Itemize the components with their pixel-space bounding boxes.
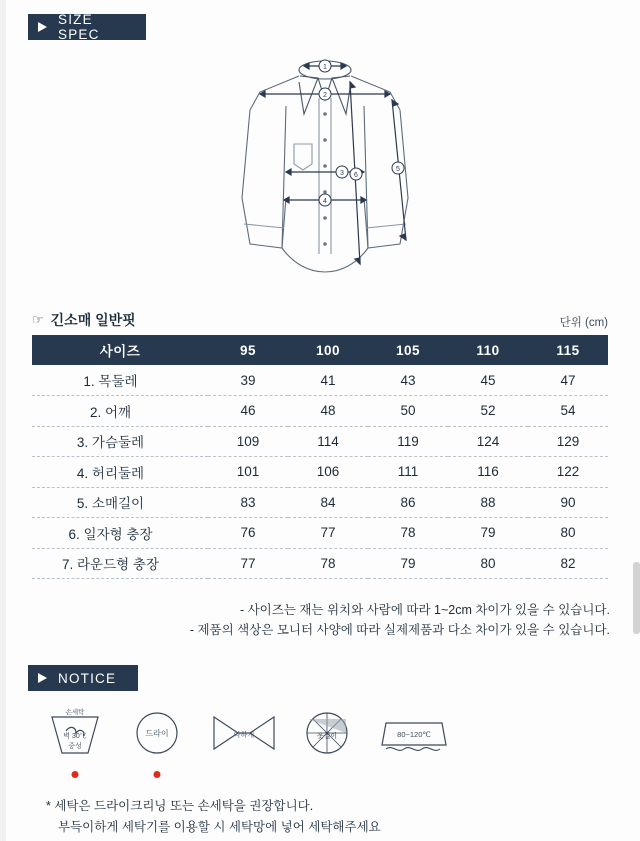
table-header-cell: 100 xyxy=(288,335,368,365)
table-row xyxy=(32,365,608,396)
svg-text:약하게: 약하게 xyxy=(233,732,255,739)
svg-text:80~120℃: 80~120℃ xyxy=(397,730,431,739)
care-notice-line1: * 세탁은 드라이크리닝 또는 손세탁을 권장합니다. xyxy=(46,799,314,813)
table-row xyxy=(32,487,608,518)
hand-wash-icon xyxy=(44,705,106,766)
table-header-cell: 사이즈 xyxy=(32,335,208,365)
table-cell: 54 xyxy=(528,396,608,427)
care-symbols-row xyxy=(44,705,431,775)
table-cell: 122 xyxy=(528,457,608,488)
table-cell: 86 xyxy=(368,487,448,518)
table-cell: 116 xyxy=(448,457,528,488)
table-cell: 77 xyxy=(208,548,288,579)
fit-label: 긴소매 일반핏 xyxy=(50,312,136,328)
svg-text:4: 4 xyxy=(323,198,327,205)
table-cell: 78 xyxy=(288,548,368,579)
svg-text:옷걸이: 옷걸이 xyxy=(316,733,338,740)
table-cell: 88 xyxy=(448,487,528,518)
note-line: - 사이즈는 재는 위치와 사람에 따라 1~2cm 차이가 있을 수 있습니다. xyxy=(239,603,610,617)
unit-label: 단위 (cm) xyxy=(559,317,608,329)
table-cell: 76 xyxy=(208,518,288,549)
pen-pointer-icon: ☞ xyxy=(32,312,44,327)
iron-icon xyxy=(374,705,454,766)
shirt-diagram xyxy=(220,48,430,293)
table-cell: 111 xyxy=(368,457,448,488)
care-notice-text xyxy=(46,796,381,837)
triangle-marker-icon xyxy=(38,673,47,683)
table-row xyxy=(32,518,608,549)
table-cell: 101 xyxy=(208,457,288,488)
svg-text:2: 2 xyxy=(323,92,327,99)
notice-section-header xyxy=(28,665,138,691)
table-cell: 52 xyxy=(448,396,528,427)
table-cell: 114 xyxy=(288,426,368,457)
table-cell: 79 xyxy=(448,518,528,549)
table-cell: 106 xyxy=(288,457,368,488)
table-cell: 119 xyxy=(368,426,448,457)
page-scrollbar[interactable] xyxy=(633,562,640,634)
table-cell: 41 xyxy=(288,365,368,396)
shirt-measure-illustration xyxy=(220,48,430,293)
table-row xyxy=(32,457,608,488)
fit-label-group xyxy=(32,310,136,330)
table-header-cell: 95 xyxy=(208,335,288,365)
table-header-cell: 115 xyxy=(528,335,608,365)
fit-label-row xyxy=(32,310,608,330)
page-left-edge xyxy=(0,0,6,841)
svg-text:6: 6 xyxy=(354,172,358,179)
table-row xyxy=(32,548,608,579)
svg-text:5: 5 xyxy=(396,166,400,173)
table-cell: 90 xyxy=(528,487,608,518)
table-header-cell: 105 xyxy=(368,335,448,365)
table-cell: 79 xyxy=(368,548,448,579)
table-row xyxy=(32,426,608,457)
table-cell: 83 xyxy=(208,487,288,518)
care-dot-marker xyxy=(154,771,161,778)
table-cell: 50 xyxy=(368,396,448,427)
row-label: 2. 어깨 xyxy=(32,396,208,427)
size-spec-table xyxy=(32,335,608,579)
table-cell: 47 xyxy=(528,365,608,396)
table-cell: 109 xyxy=(208,426,288,457)
no-wring-icon xyxy=(208,705,280,766)
notice-title: NOTICE xyxy=(58,670,117,686)
table-cell: 46 xyxy=(208,396,288,427)
table-row xyxy=(32,396,608,427)
size-spec-section-header xyxy=(28,14,146,40)
row-label: 3. 가슴둘레 xyxy=(32,426,208,457)
svg-text:드라이: 드라이 xyxy=(145,729,169,738)
row-label: 4. 허리둘레 xyxy=(32,457,208,488)
triangle-marker-icon xyxy=(38,22,47,32)
table-cell: 77 xyxy=(288,518,368,549)
table-cell: 78 xyxy=(368,518,448,549)
table-cell: 39 xyxy=(208,365,288,396)
table-header-cell: 110 xyxy=(448,335,528,365)
dry-clean-icon xyxy=(126,705,188,766)
care-notice-line2: 부득이하게 세탁기를 이용할 시 세탁망에 넣어 세탁해주세요 xyxy=(58,819,381,834)
table-cell: 129 xyxy=(528,426,608,457)
svg-text:손세탁: 손세탁 xyxy=(65,709,85,716)
table-cell: 45 xyxy=(448,365,528,396)
row-label: 6. 일자형 충장 xyxy=(32,518,208,549)
table-cell: 84 xyxy=(288,487,368,518)
row-label: 5. 소매길이 xyxy=(32,487,208,518)
svg-text:중성: 중성 xyxy=(68,743,82,750)
svg-text:1: 1 xyxy=(323,64,327,71)
svg-text:벽 30℃: 벽 30℃ xyxy=(63,733,87,740)
row-label: 1. 목둘레 xyxy=(32,365,208,396)
table-cell: 82 xyxy=(528,548,608,579)
line-dry-icon xyxy=(296,705,358,766)
size-spec-title: SIZE SPEC xyxy=(58,12,100,42)
table-cell: 48 xyxy=(288,396,368,427)
size-disclaimer-notes xyxy=(50,600,610,640)
note-line: - 제품의 색상은 모니터 사양에 따라 실제제품과 다소 차이가 있을 수 있습니다. xyxy=(189,623,610,637)
table-cell: 80 xyxy=(528,518,608,549)
care-dot-marker xyxy=(72,771,79,778)
row-label: 7. 라운드형 충장 xyxy=(32,548,208,579)
table-header-row xyxy=(32,335,608,365)
table-cell: 124 xyxy=(448,426,528,457)
table-cell: 43 xyxy=(368,365,448,396)
table-cell: 80 xyxy=(448,548,528,579)
svg-text:3: 3 xyxy=(340,170,344,177)
